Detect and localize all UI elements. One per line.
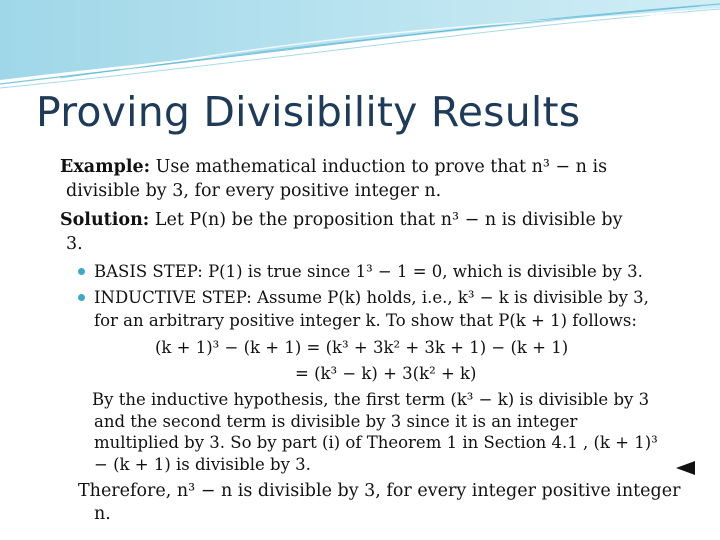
solution-text-1: Let P(n) be the proposition that n³ − n is divisible by [149, 210, 623, 230]
example-text-1: Use mathematical induction to prove that n³ − n is [150, 157, 608, 177]
slide-title: Proving Divisibility Results [36, 88, 581, 136]
solution-line-1 [60, 209, 623, 231]
hypothesis-line-1: By the inductive hypothesis, the first term (k³ − k) is divisible by 3 [92, 390, 650, 409]
equation-line-2: = (k³ − k) + 3(k² + k) [295, 364, 477, 383]
inductive-step-line-1: INDUCTIVE STEP: Assume P(k) holds, i.e., k³ − k is divisible by 3, [94, 288, 649, 307]
example-line-1 [60, 156, 607, 178]
conclusion-line-1: Therefore, n³ − n is divisible by 3, for every integer positive integer [78, 481, 681, 501]
inductive-step-line-2: for an arbitrary positive integer k. To show that P(k + 1) follows: [94, 311, 637, 330]
header-wave-banner [0, 0, 720, 90]
example-line-2: divisible by 3, for every positive integer n. [66, 181, 442, 201]
conclusion-line-2: n. [94, 504, 111, 524]
hypothesis-line-2: and the second term is divisible by 3 since it is an integer [94, 412, 578, 431]
hypothesis-line-3: multiplied by 3. So by part (i) of Theorem 1 in Section 4.1 , (k + 1)³ [94, 433, 658, 452]
example-label: Example: [60, 157, 151, 177]
hypothesis-line-4: − (k + 1) is divisible by 3. [94, 455, 311, 474]
bullet-dot [78, 294, 85, 301]
solution-label: Solution: [60, 210, 150, 230]
equation-line-1: (k + 1)³ − (k + 1) = (k³ + 3k² + 3k + 1) − (k + 1) [155, 338, 569, 357]
basis-step: BASIS STEP: P(1) is true since 1³ − 1 = 0, which is divisible by 3. [94, 262, 643, 281]
solution-line-2: 3. [66, 234, 83, 254]
left-triangle-icon [675, 460, 695, 476]
bullet-dot [78, 268, 85, 275]
